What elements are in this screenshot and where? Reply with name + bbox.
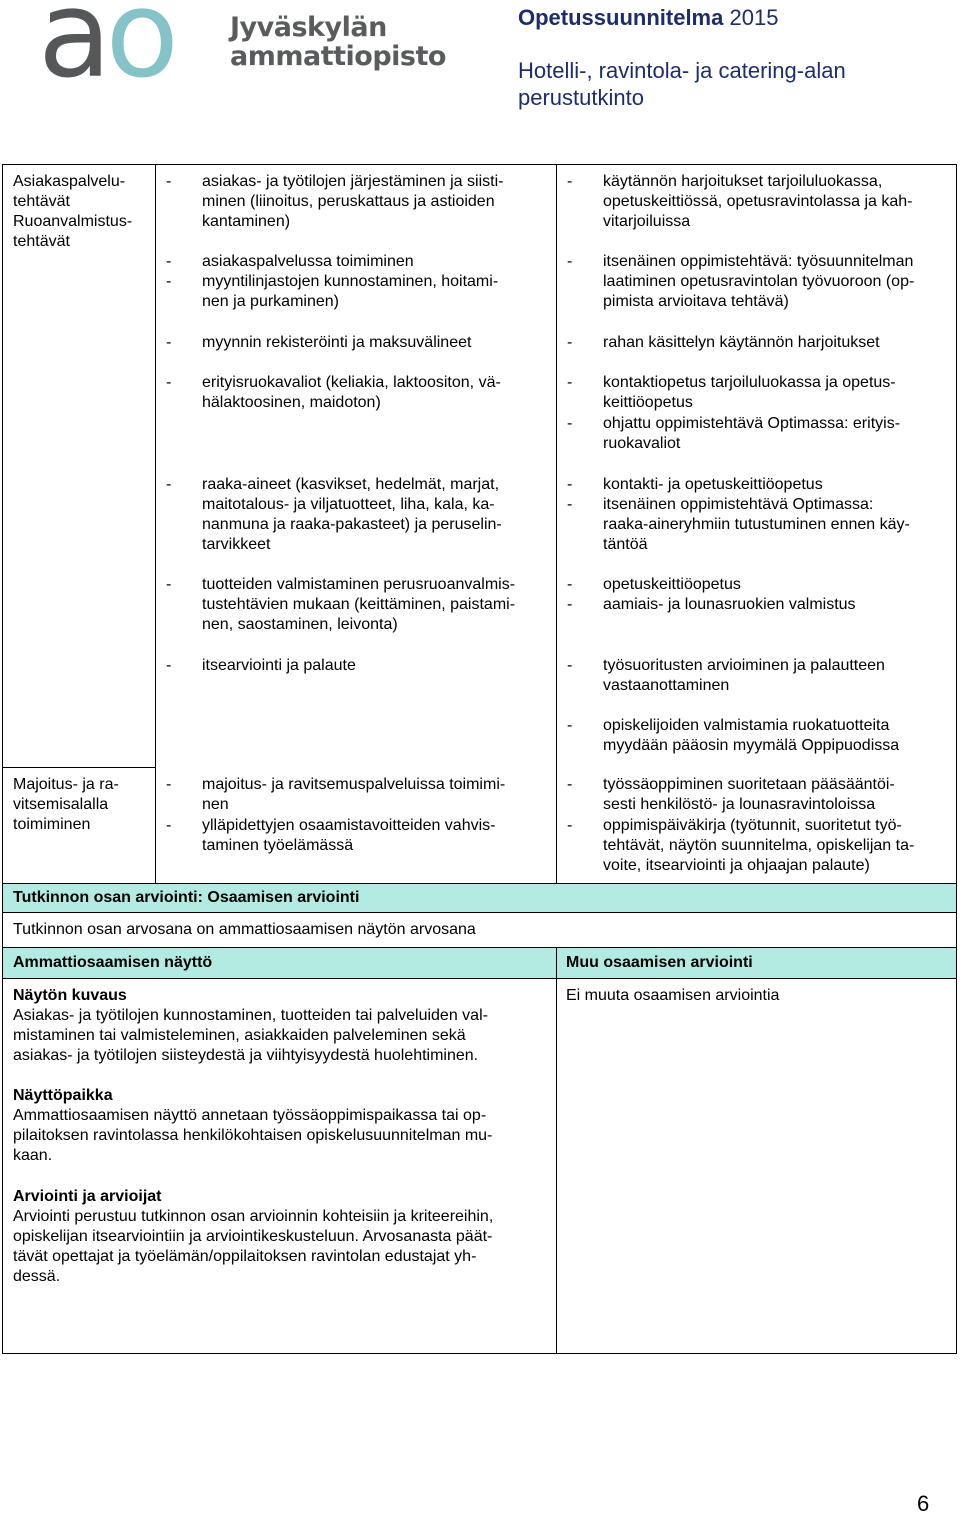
other-assessment-heading: Muu osaamisen arviointi [566, 954, 753, 971]
bullet-dash: - [567, 173, 573, 190]
title-bold: Opetussuunnitelma [518, 5, 724, 30]
bullet-dash: - [166, 576, 172, 593]
logo [38, 0, 446, 105]
bullet-dash: - [567, 334, 573, 351]
bullet-dash: - [166, 776, 172, 793]
bullet-dash: - [567, 717, 573, 734]
demonstration-heading: Ammattiosaamisen näyttö [13, 954, 213, 971]
bullet-dash: - [166, 253, 172, 270]
logo-name-line2: ammattiopisto [230, 41, 446, 72]
title-year: 2015 [729, 5, 779, 30]
other-assessment-text: Ei muuta osaamisen arviointia [566, 987, 780, 1004]
bullet-dash: - [567, 817, 573, 834]
assessment-col-divider [556, 947, 557, 1354]
evaluators-title: Arviointi ja arvioijat [13, 1188, 162, 1205]
bullet-dash: - [567, 253, 573, 270]
row-divider-1 [3, 767, 156, 768]
col-divider-1 [155, 165, 156, 883]
bullet-dash: - [166, 334, 172, 351]
logo-letter-a: a [38, 0, 106, 105]
demonstration-description: Näytön kuvaus Asiakas- ja työtilojen kunnostaminen, tuotteiden tai palveluiden val- mistaminen tai valmisteleminen, asiakkaiden palveleminen sekä asiakas- ja työtilojen siisteydestä ja viihtyisyydestä huolehtiminen. [13, 986, 553, 1066]
bullet-dash: - [166, 273, 172, 290]
bullet-dash: - [567, 374, 573, 391]
page-number: 6 [917, 1491, 930, 1514]
bullet-dash: - [166, 374, 172, 391]
document-title [518, 5, 778, 31]
col-divider-2 [556, 165, 557, 883]
bullet-dash: - [567, 415, 573, 432]
assessment-divider-top [3, 912, 956, 913]
place-title: Näyttöpaikka [13, 1087, 113, 1104]
bullet-dash: - [567, 476, 573, 493]
logo-mark [38, 0, 173, 105]
bullet-dash: - [567, 657, 573, 674]
document-subtitle: Hotelli-, ravintola- ja catering-alan perustutkinto [518, 58, 846, 110]
bullet-dash: - [166, 657, 172, 674]
section-label-majoitus: Majoitus- ja ra- vitsemisalalla toimiminen [13, 776, 119, 833]
assessment-divider-sub [3, 978, 956, 979]
logo-name [230, 13, 446, 71]
demonstration-place: Näyttöpaikka Ammattiosaamisen näyttö annetaan työssäoppimispaikassa tai op- pilaitoksen ravintolassa henkilökohtaisen opiskelusuunnitelman mu- kaan. [13, 1086, 553, 1166]
bullet-dash: - [166, 476, 172, 493]
logo-letter-o: o [105, 0, 173, 105]
bullet-dash: - [567, 776, 573, 793]
assessment-heading: Tutkinnon osan arviointi: Osaamisen arviointi [13, 889, 360, 906]
section-label-asiakaspalvelu: Asiakaspalvelu- tehtävät Ruoanvalmistus- tehtävät [13, 173, 133, 250]
bullet-dash: - [166, 173, 172, 190]
logo-name-line1: Jyväskylän [230, 12, 387, 43]
bullet-dash: - [567, 576, 573, 593]
bullet-dash: - [567, 596, 573, 613]
description-title: Näytön kuvaus [13, 987, 127, 1004]
content-table: Asiakaspalvelu- tehtävät Ruoanvalmistus- tehtävät Majoitus- ja ra- vitsemisalalla toimiminen - asiakas- ja työtilojen järjestäminen ja siisti- minen (liinoitus, peruskattaus ja astioiden kantaminen) - asiakaspalvelussa toimiminen - myyntilinjastojen kunnostaminen, hoitami- nen ja purkaminen) - myynnin rekisteröinti ja maksuvälineet - erityisruokavaliot (keliakia, laktoositon, vä- hälaktoosinen, maidoton) - raaka-aineet (kasvikset, hedelmät, marjat, maitotalous- ja viljatuotteet, liha, kala, ka- nanmuna ja raaka-pakasteet) ja peruselin- tarvikkeet - tuotteiden valmistaminen perusruoanvalmis- tustehtävien mukaan (keittäminen, paistami- nen, saostaminen, leivonta) - itsearviointi ja palaute - majoitus- ja ravitsemuspalveluissa toimimi- nen - ylläpidettyjen osaamistavoitteiden vahvis- taminen työelämässä - käytännön harjoitukset tarjoiluluokassa, opetuskeittiössä, opetusravintolassa ja kah- vitarjoiluissa - itsenäinen oppimistehtävä: työsuunnitelman laatiminen opetusravintolan työvuoroon (op- pimista arvioitava tehtävä) - rahan käsittelyn käytännön harjoitukset - kontaktiopetus tarjoiluluokassa ja opetus- keittiöopetus - ohjattu oppimistehtävä Optimassa: erityis- ruokavaliot - kontakti- ja opetuskeittiöopetus - itsenäinen oppimistehtävä Optimassa: raaka-aineryhmiin tutustuminen ennen käy- täntöä - opetuskeittiöopetus - aamiais- ja lounasruokien valmistus - työsuoritusten arvioiminen ja palautteen vastaanottaminen - opiskelijoiden valmistamia ruokatuotteita myydään pääosin myymälä Oppipuodissa - työssäoppiminen suoritetaan pääsääntöi- sesti henkilöstö- ja lounasravintoloissa - oppimispäiväkirja (työtunnit, suoritetut työ- tehtävät, näytön suunnitelma, opiskelijan ta- voite, itsearviointi ja ohjaajan palaute) Tutkinnon osan arviointi: Osaamisen arviointi Tutkinnon osan arvosana on ammattiosaamisen näytön arvosana Ammattiosaamisen näyttö Muu osaamisen arviointi Ei muuta osaamisen arviointia Näytön kuvaus Asiakas- ja työtilojen kunnostaminen, tuotteiden tai palveluiden val- mistaminen tai valmisteleminen, asiakkaiden palveleminen sekä asiakas- ja työtilojen siisteydestä ja viihtyisyydestä huolehtiminen. Näyttöpaikka Ammattiosaamisen näyttö annetaan työssäoppimispaikassa tai op- pilaitoksen ravintolassa henkilökohtaisen opiskelusuunnitelman mu- kaan. Arviointi ja arvioijat Arviointi perustuu tutkinnon osan arvioinnin kohteisiin ja kriteereihin, opiskelijan itsearviointiin ja arviointikeskusteluun. Arvosanasta päät- tävät opettajat ja työelämän/oppilaitoksen ravintolan edustajat yh- dessä. [2, 164, 957, 1354]
bullet-dash: - [567, 496, 573, 513]
grade-text: Tutkinnon osan arvosana on ammattiosaamisen näytön arvosana [13, 921, 476, 938]
bullet-dash: - [166, 817, 172, 834]
assessment-evaluators: Arviointi ja arvioijat Arviointi perustuu tutkinnon osan arvioinnin kohteisiin ja kriteereihin, opiskelijan itsearviointiin ja arviointikeskusteluun. Arvosanasta päät- tävät opettajat ja työelämän/oppilaitoksen ravintolan edustajat yh- dessä. [13, 1187, 553, 1287]
